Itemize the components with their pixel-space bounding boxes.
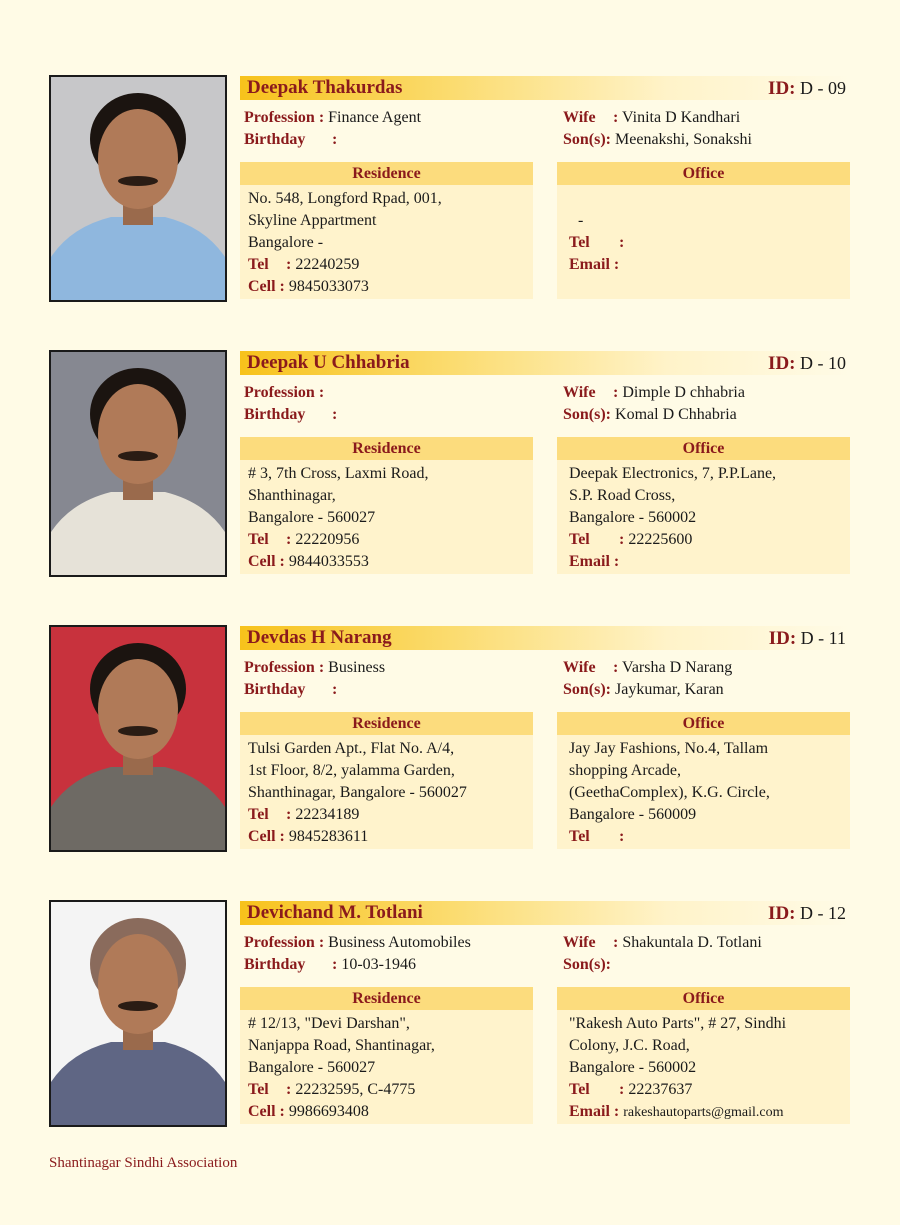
residence-address-line: Nanjappa Road, Shantinagar, (248, 1037, 435, 1054)
sons-value: Jaykumar, Karan (615, 681, 724, 698)
residence-address-line: Skyline Appartment (248, 212, 377, 229)
office-tel-value: 22225600 (628, 531, 693, 548)
residence-tel-value: 22220956 (295, 531, 360, 548)
birthday-label: Birthday (244, 681, 306, 698)
office-body (557, 185, 850, 276)
residence-box (240, 162, 533, 299)
portrait-image (51, 902, 225, 1125)
member-name: Devichand M. Totlani (247, 902, 423, 923)
wife-label: Wife (563, 934, 596, 951)
member-photo (49, 900, 227, 1127)
residence-tel-row (248, 529, 533, 551)
portrait-image (51, 77, 225, 300)
id-value: D - 12 (800, 903, 846, 923)
office-address-line: S.P. Road Cross, (569, 487, 676, 504)
member-id (768, 901, 846, 926)
profession-value: Finance Agent (328, 109, 422, 126)
wife-row (563, 107, 740, 129)
office-address-line: shopping Arcade, (569, 762, 681, 779)
tel-colon: : (286, 256, 292, 273)
office-box (557, 712, 850, 849)
residence-address-line: Bangalore - 560027 (248, 509, 376, 526)
residence-tel-value: 22232595, C-4775 (295, 1081, 416, 1098)
office-email-row (569, 551, 850, 573)
member-card (0, 900, 900, 1130)
mustache-shape (118, 176, 158, 186)
mustache-shape (118, 451, 158, 461)
residence-box (240, 987, 533, 1124)
office-box (557, 437, 850, 574)
profession-row (244, 932, 471, 954)
id-label: ID: (768, 353, 796, 374)
birthday-value: 10-03-1946 (341, 956, 416, 973)
sons-value: Meenakshi, Sonakshi (615, 131, 752, 148)
profession-label: Profession : (244, 934, 325, 951)
office-address-line: Bangalore - 560009 (569, 806, 697, 823)
face-shape (98, 659, 178, 759)
email-label: Email : (569, 553, 620, 570)
face-shape (98, 109, 178, 209)
member-card (0, 350, 900, 580)
wife-value: Dimple D chhabria (622, 384, 745, 401)
sons-label: Son(s): (563, 406, 612, 423)
office-box (557, 162, 850, 299)
residence-address-line: # 3, 7th Cross, Laxmi Road, (248, 465, 429, 482)
residence-address-line: Bangalore - 560027 (248, 1059, 376, 1076)
email-label: Email : (569, 1103, 620, 1120)
office-address-line: Colony, J.C. Road, (569, 1037, 690, 1054)
profession-label: Profession : (244, 109, 325, 126)
office-tel-row (569, 1079, 850, 1101)
wife-value: Varsha D Narang (622, 659, 733, 676)
profession-label: Profession : (244, 659, 325, 676)
birthday-label: Birthday (244, 406, 306, 423)
member-photo (49, 75, 227, 302)
tel-label: Tel (569, 531, 590, 548)
birthday-label: Birthday (244, 956, 306, 973)
sons-row (563, 129, 752, 151)
wife-value: Shakuntala D. Totlani (622, 934, 762, 951)
residence-heading: Residence (240, 162, 533, 185)
residence-address-line: Shanthinagar, (248, 487, 336, 504)
cell-label: Cell : (248, 828, 285, 845)
wife-colon: : (613, 934, 619, 951)
member-card (0, 75, 900, 305)
birthday-row (244, 404, 337, 426)
member-id (769, 626, 846, 651)
office-address-line: (GeethaComplex), K.G. Circle, (569, 784, 770, 801)
residence-tel-value: 22240259 (295, 256, 360, 273)
office-email-row (569, 1101, 850, 1123)
office-tel-value: 22237637 (628, 1081, 693, 1098)
residence-heading: Residence (240, 437, 533, 460)
tel-label: Tel (248, 531, 269, 548)
tel-label: Tel (569, 828, 590, 845)
office-tel-row (569, 232, 850, 254)
wife-colon: : (613, 384, 619, 401)
profession-value: Business (328, 659, 386, 676)
office-address-line: Bangalore - 560002 (569, 509, 697, 526)
member-name: Devdas H Narang (247, 627, 392, 648)
sons-row (563, 679, 724, 701)
member-id (768, 76, 846, 101)
residence-cell-row (248, 276, 533, 298)
email-label: Email : (569, 256, 620, 273)
sons-row (563, 404, 737, 426)
residence-address-line: 1st Floor, 8/2, yalamma Garden, (248, 762, 455, 779)
wife-label: Wife (563, 109, 596, 126)
office-heading: Office (557, 437, 850, 460)
office-address-line: - (578, 212, 584, 229)
name-bar (240, 626, 850, 650)
wife-label: Wife (563, 384, 596, 401)
residence-body (240, 185, 533, 298)
residence-box (240, 712, 533, 849)
sons-value: Komal D Chhabria (615, 406, 737, 423)
residence-heading: Residence (240, 987, 533, 1010)
sons-row (563, 954, 611, 976)
birthday-colon: : (332, 956, 338, 973)
birthday-row (244, 129, 337, 151)
office-address-line (569, 188, 850, 210)
footer-organization: Shantinagar Sindhi Association (49, 1155, 238, 1171)
portrait-image (51, 627, 225, 850)
office-box (557, 987, 850, 1124)
member-card (0, 625, 900, 855)
wife-colon: : (613, 659, 619, 676)
mustache-shape (118, 726, 158, 736)
residence-address-line: Bangalore - (248, 234, 324, 251)
member-name: Deepak Thakurdas (247, 77, 403, 98)
office-tel-row (569, 529, 850, 551)
face-shape (98, 934, 178, 1034)
name-bar (240, 76, 850, 100)
residence-body (240, 1010, 533, 1123)
office-heading: Office (557, 712, 850, 735)
residence-tel-row (248, 804, 533, 826)
residence-cell-row (248, 551, 533, 573)
residence-cell-value: 9986693408 (288, 1103, 369, 1120)
tel-label: Tel (248, 806, 269, 823)
office-body (557, 460, 850, 573)
residence-heading: Residence (240, 712, 533, 735)
office-tel-row (569, 826, 850, 848)
wife-label: Wife (563, 659, 596, 676)
profession-row (244, 382, 324, 404)
tel-label: Tel (569, 234, 590, 251)
residence-tel-row (248, 1079, 533, 1101)
tel-colon: : (619, 828, 625, 845)
id-value: D - 11 (800, 628, 846, 648)
member-name: Deepak U Chhabria (247, 352, 410, 373)
office-body (557, 1010, 850, 1123)
portrait-image (51, 352, 225, 575)
residence-cell-row (248, 1101, 533, 1123)
office-email-value: rakeshautoparts@gmail.com (623, 1105, 784, 1120)
residence-tel-value: 22234189 (295, 806, 360, 823)
tel-colon: : (619, 234, 625, 251)
office-body (557, 735, 850, 848)
tel-colon: : (286, 531, 292, 548)
tel-colon: : (619, 1081, 625, 1098)
name-bar (240, 901, 850, 925)
cell-label: Cell : (248, 1103, 285, 1120)
residence-cell-row (248, 826, 533, 848)
residence-body (240, 460, 533, 573)
wife-value: Vinita D Kandhari (622, 109, 741, 126)
residence-body (240, 735, 533, 848)
office-email-row (569, 254, 850, 276)
profession-value: Business Automobiles (328, 934, 471, 951)
residence-address-line: # 12/13, "Devi Darshan", (248, 1015, 410, 1032)
cell-label: Cell : (248, 278, 285, 295)
residence-address-line: No. 548, Longford Rpad, 001, (248, 190, 442, 207)
tel-colon: : (286, 1081, 292, 1098)
birthday-colon: : (332, 131, 338, 148)
cell-label: Cell : (248, 553, 285, 570)
office-address-line: "Rakesh Auto Parts", # 27, Sindhi (569, 1015, 787, 1032)
wife-row (563, 657, 732, 679)
tel-label: Tel (248, 256, 269, 273)
birthday-row (244, 679, 337, 701)
mustache-shape (118, 1001, 158, 1011)
residence-cell-value: 9844033553 (288, 553, 369, 570)
wife-row (563, 382, 745, 404)
birthday-colon: : (332, 681, 338, 698)
office-address-line: Bangalore - 560002 (569, 1059, 697, 1076)
residence-cell-value: 9845283611 (288, 828, 369, 845)
residence-cell-value: 9845033073 (288, 278, 369, 295)
office-heading: Office (557, 162, 850, 185)
residence-address-line: Tulsi Garden Apt., Flat No. A/4, (248, 740, 455, 757)
sons-label: Son(s): (563, 681, 612, 698)
tel-colon: : (286, 806, 292, 823)
birthday-label: Birthday (244, 131, 306, 148)
profession-row (244, 657, 385, 679)
wife-colon: : (613, 109, 619, 126)
member-id (768, 351, 846, 376)
sons-label: Son(s): (563, 131, 612, 148)
name-bar (240, 351, 850, 375)
tel-label: Tel (569, 1081, 590, 1098)
id-label: ID: (768, 903, 796, 924)
birthday-row (244, 954, 416, 976)
id-label: ID: (768, 78, 796, 99)
id-label: ID: (768, 628, 797, 649)
tel-label: Tel (248, 1081, 269, 1098)
residence-tel-row (248, 254, 533, 276)
birthday-colon: : (332, 406, 338, 423)
profession-label: Profession : (244, 384, 325, 401)
id-value: D - 10 (800, 353, 846, 373)
office-heading: Office (557, 987, 850, 1010)
wife-row (563, 932, 762, 954)
residence-address-line: Shanthinagar, Bangalore - 560027 (248, 784, 467, 801)
residence-box (240, 437, 533, 574)
member-photo (49, 625, 227, 852)
office-address-line: Jay Jay Fashions, No.4, Tallam (569, 740, 769, 757)
member-photo (49, 350, 227, 577)
tel-colon: : (619, 531, 625, 548)
face-shape (98, 384, 178, 484)
office-address-line: Deepak Electronics, 7, P.P.Lane, (569, 465, 777, 482)
sons-label: Son(s): (563, 956, 612, 973)
id-value: D - 09 (800, 78, 846, 98)
profession-row (244, 107, 421, 129)
